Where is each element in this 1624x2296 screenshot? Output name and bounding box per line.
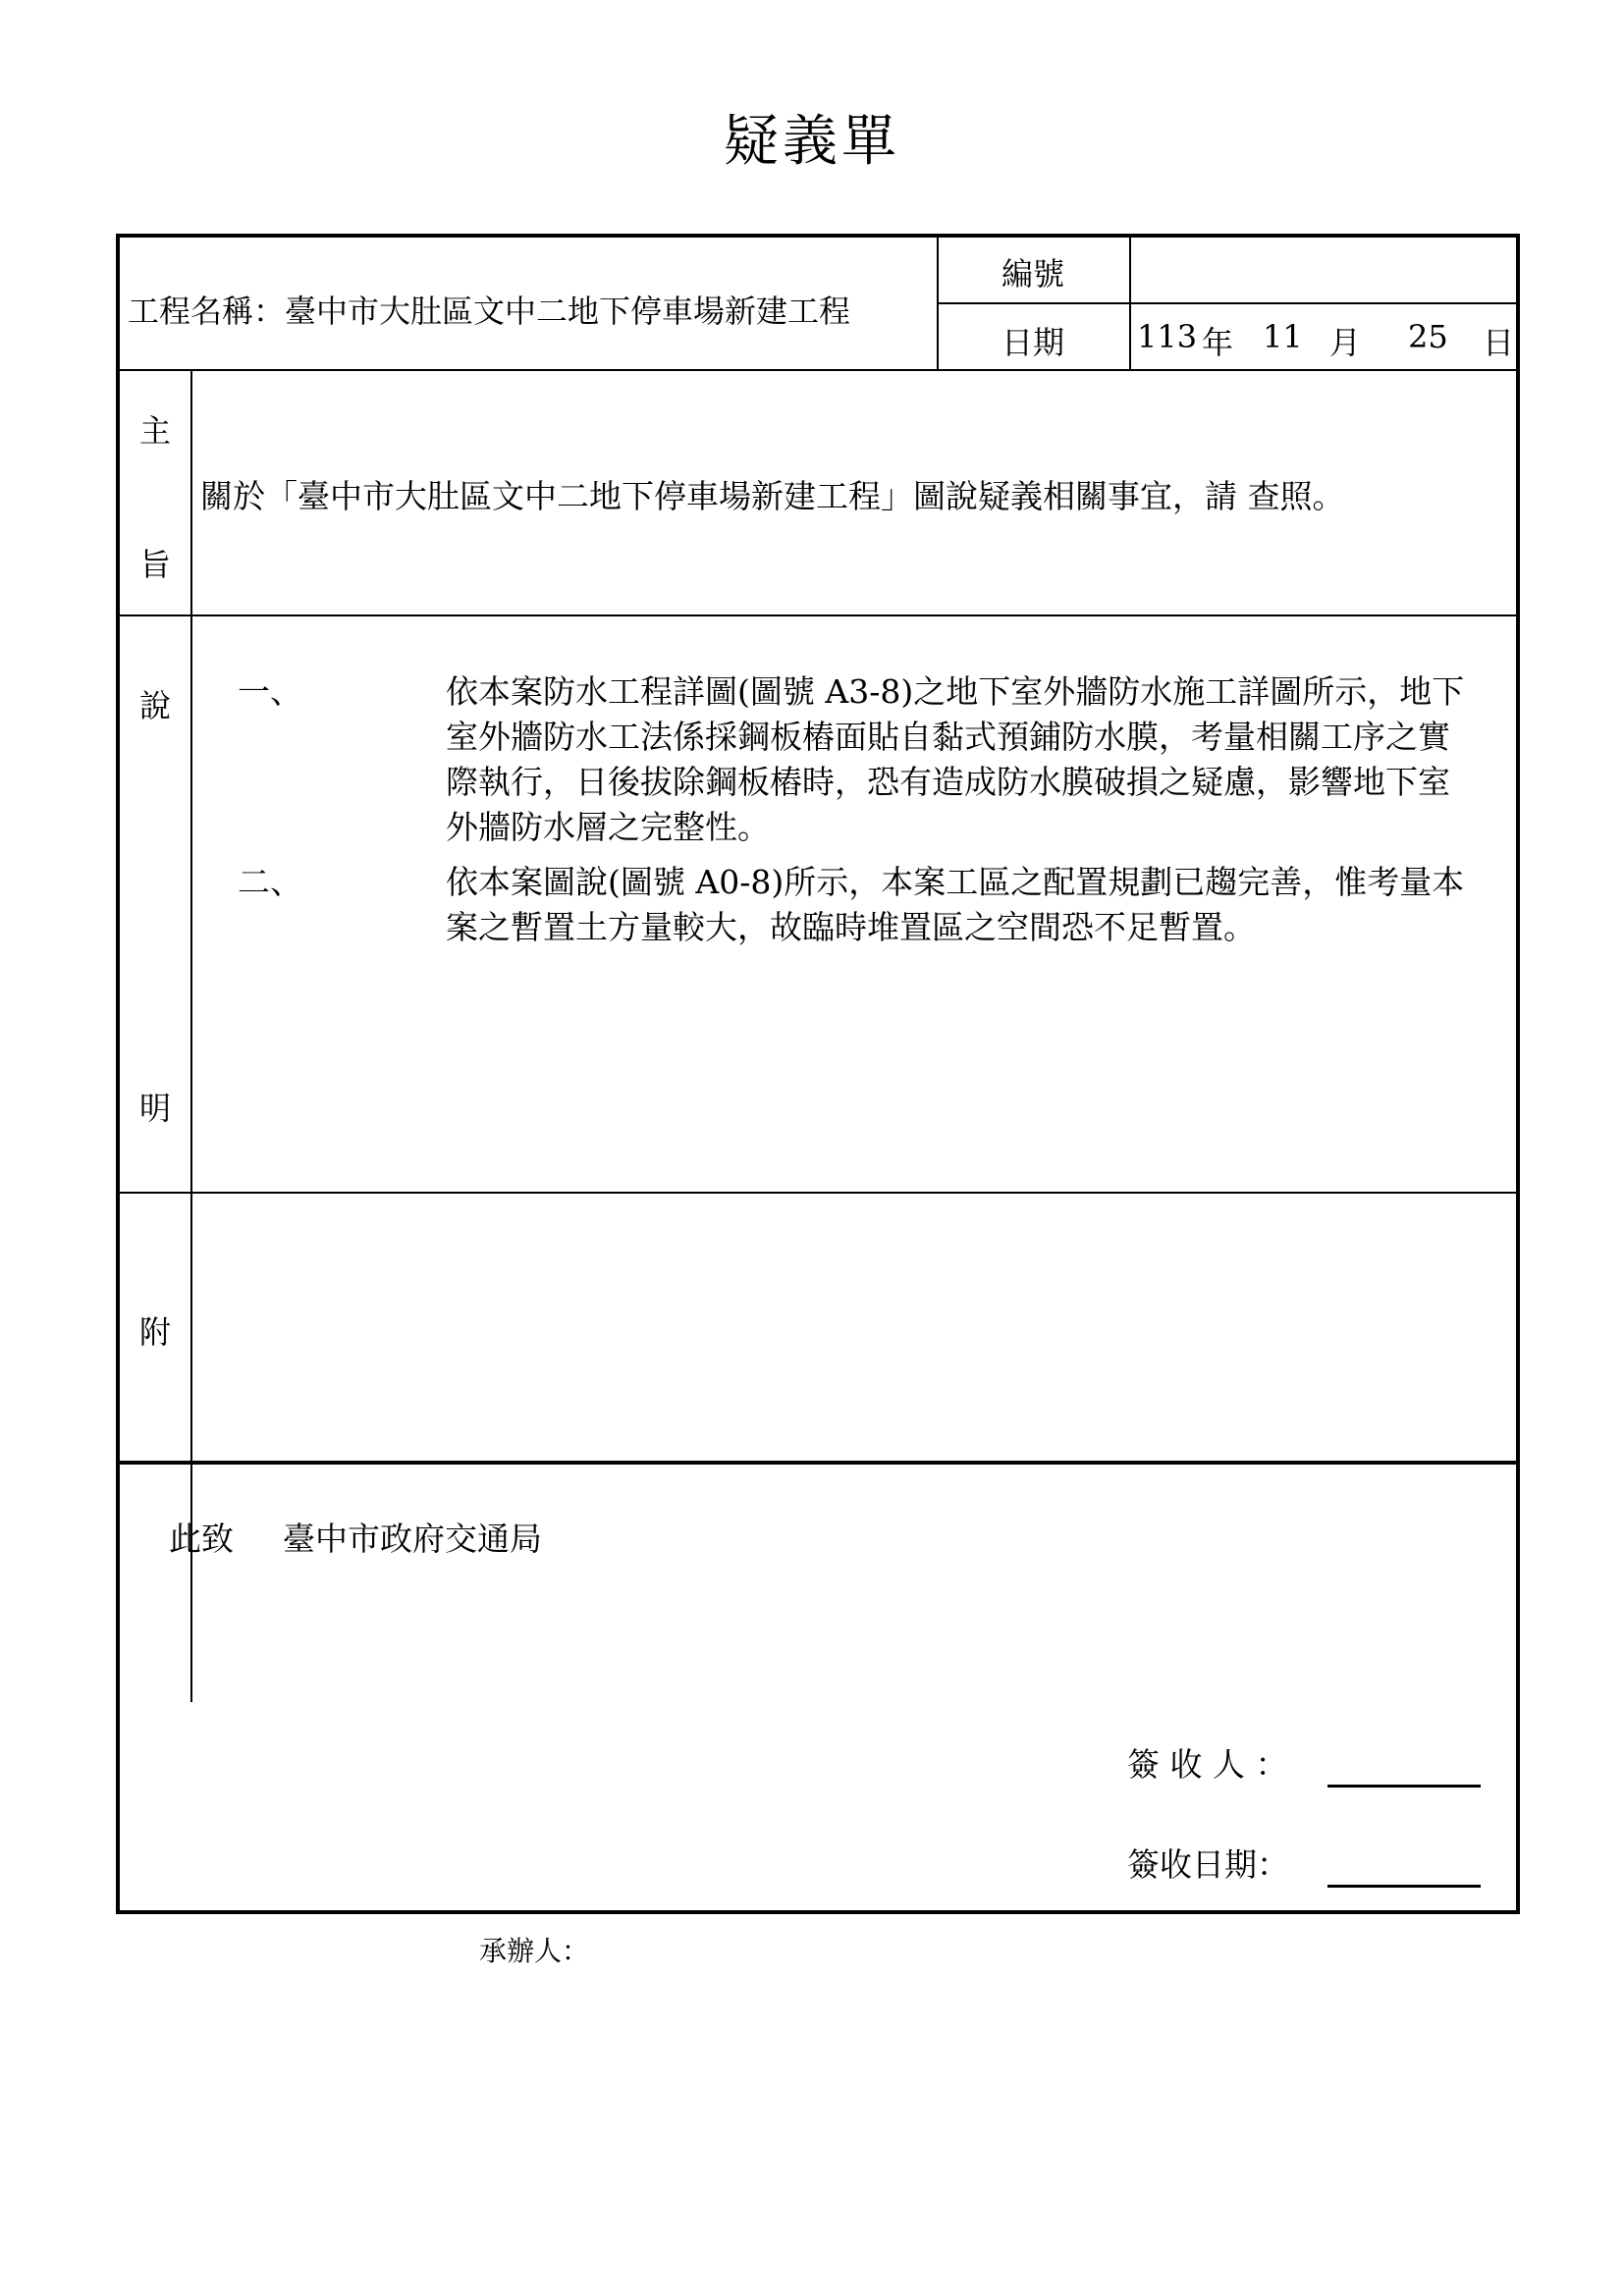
row-divider bbox=[120, 1461, 1516, 1465]
closing-recipient: 臺中市政府交通局 bbox=[283, 1520, 542, 1558]
inquiry-form bbox=[116, 234, 1520, 1914]
closing-prefix: 此致 bbox=[169, 1520, 234, 1558]
page-title: 疑義單 bbox=[724, 110, 900, 174]
item-line: 際執行，日後拔除鋼板樁時，恐有造成防水膜破損之疑慮，影響地下室 bbox=[446, 763, 1450, 801]
subject-text: 關於「臺中市大肚區文中二地下停車場新建工程」圖說疑義相關事宜，請 查照。 bbox=[200, 477, 1345, 515]
sign-date-label: 簽收日期： bbox=[1127, 1845, 1289, 1884]
item-line: 依本案圖說(圖號 A0-8)所示，本案工區之配置規劃已趨完善，惟考量本 bbox=[446, 863, 1465, 901]
header-divider bbox=[1129, 238, 1131, 371]
explanation-label-bottom: 明 bbox=[138, 1090, 171, 1127]
item-line: 依本案防水工程詳圖(圖號 A3-8)之地下室外牆防水施工詳圖所示，地下 bbox=[446, 672, 1465, 711]
row-divider bbox=[120, 1192, 1516, 1194]
header-row-divider bbox=[937, 302, 1516, 304]
date-year: 113 bbox=[1137, 318, 1198, 355]
row-divider bbox=[120, 614, 1516, 616]
subject-label-bottom: 旨 bbox=[138, 546, 171, 583]
signer-label: 簽 收 人 ： bbox=[1127, 1745, 1288, 1784]
item-body bbox=[446, 669, 1518, 850]
number-label: 編號 bbox=[1001, 255, 1064, 293]
item-line: 案之暫置土方量較大，故臨時堆置區之空間恐不足暫置。 bbox=[446, 908, 1256, 946]
explanation-label-top: 說 bbox=[138, 687, 171, 724]
date-month-unit: 月 bbox=[1329, 324, 1362, 361]
item-body bbox=[446, 860, 1518, 950]
subject-label-top: 主 bbox=[138, 412, 171, 450]
date-year-unit: 年 bbox=[1202, 324, 1234, 361]
sign-date-blank bbox=[1327, 1885, 1481, 1888]
attachment-label: 附 bbox=[138, 1313, 171, 1351]
project-name: 工程名稱：臺中市大肚區文中二地下停車場新建工程 bbox=[128, 293, 851, 330]
date-day-unit: 日 bbox=[1483, 324, 1515, 361]
date-day: 25 bbox=[1408, 318, 1448, 355]
signer-blank bbox=[1327, 1785, 1481, 1788]
item-number: 一、 bbox=[238, 672, 302, 711]
item-line: 外牆防水層之完整性。 bbox=[446, 808, 770, 846]
handler-label: 承辦人： bbox=[479, 1935, 590, 1967]
row-divider bbox=[120, 369, 1516, 371]
item-line: 室外牆防水工法係採鋼板樁面貼自黏式預鋪防水膜，考量相關工序之實 bbox=[446, 718, 1450, 756]
date-month: 11 bbox=[1263, 318, 1303, 355]
label-column-divider bbox=[190, 369, 192, 1702]
date-label: 日期 bbox=[1001, 324, 1064, 361]
closing-line bbox=[169, 1514, 542, 1560]
item-number: 二、 bbox=[238, 863, 302, 901]
